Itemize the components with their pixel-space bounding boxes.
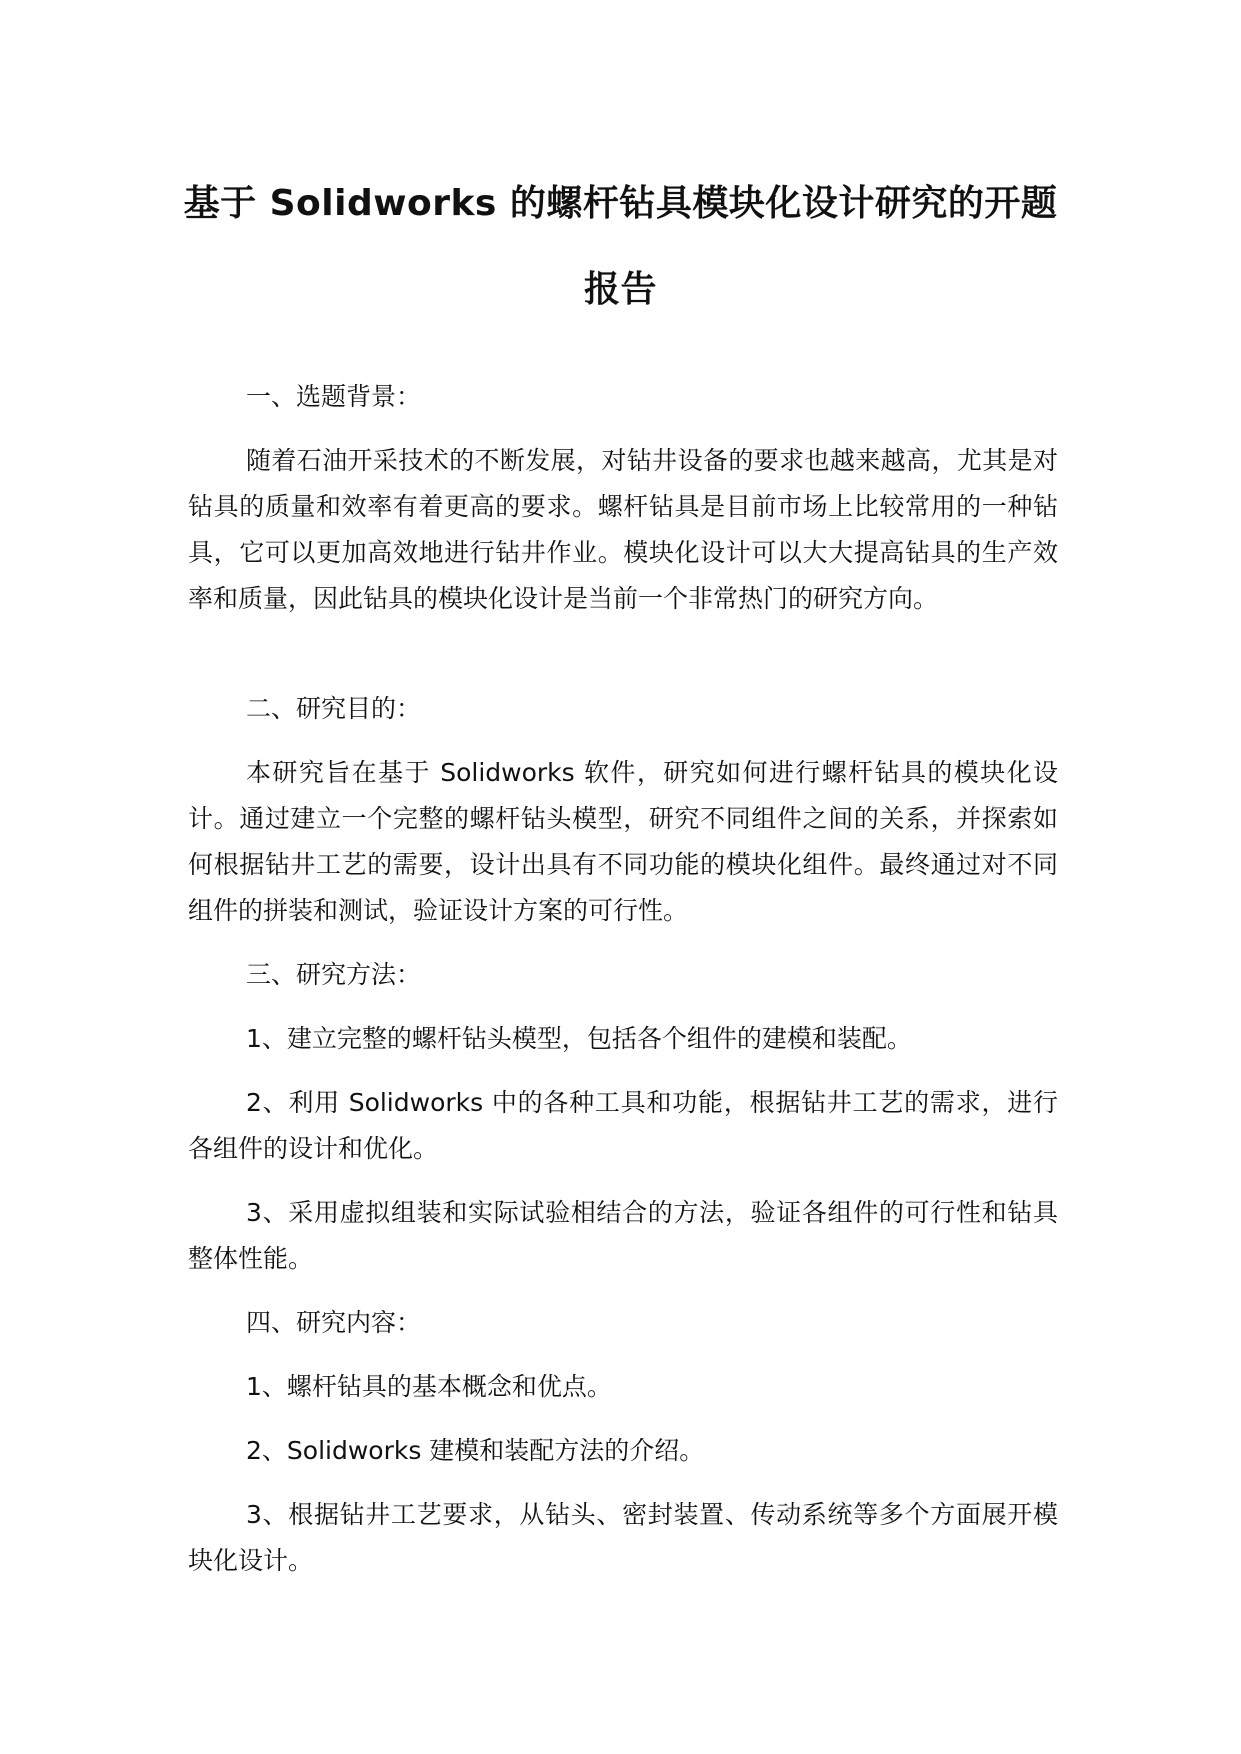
document-title-line-2: 报告	[583, 269, 657, 310]
section-4-item-1: 1、螺杆钻具的基本概念和优点。	[246, 1372, 612, 1401]
section-4-item-2: 2、Solidworks 建模和装配方法的介绍。	[246, 1436, 705, 1465]
section-4-heading: 四、研究内容：	[246, 1308, 422, 1337]
section-3-item-1: 1、建立完整的螺杆钻头模型，包括各个组件的建模和装配。	[246, 1024, 912, 1053]
section-2-heading: 二、研究目的：	[246, 694, 422, 723]
section-1-paragraph: 随着石油开采技术的不断发展，对钻井设备的要求也越来越高，尤其是对钻具的质量和效率有着更高的要求。螺杆钻具是目前市场上比较常用的一种钻具，它可以更加高效地进行钻井作业。模块化设计可以大大提高钻具的生产效率和质量，因此钻具的模块化设计是当前一个非常热门的研究方向。	[188, 446, 1058, 613]
section-1-heading: 一、选题背景：	[246, 382, 422, 411]
section-3-heading: 三、研究方法：	[246, 960, 422, 989]
section-3-item-2: 2、利用 Solidworks 中的各种工具和功能，根据钻井工艺的需求，进行各组件的设计和优化。	[188, 1088, 1058, 1163]
section-2-paragraph: 本研究旨在基于 Solidworks 软件，研究如何进行螺杆钻具的模块化设计。通过建立一个完整的螺杆钻头模型，研究不同组件之间的关系，并探索如何根据钻井工艺的需要，设计出具有不同功能的模块化组件。最终通过对不同组件的拼装和测试，验证设计方案的可行性。	[188, 758, 1058, 925]
section-4-item-3: 3、根据钻井工艺要求，从钻头、密封装置、传动系统等多个方面展开模块化设计。	[188, 1500, 1058, 1575]
section-3-item-3: 3、采用虚拟组装和实际试验相结合的方法，验证各组件的可行性和钻具整体性能。	[188, 1198, 1058, 1273]
document-title-line-1: 基于 Solidworks 的螺杆钻具模块化设计研究的开题	[183, 183, 1058, 224]
